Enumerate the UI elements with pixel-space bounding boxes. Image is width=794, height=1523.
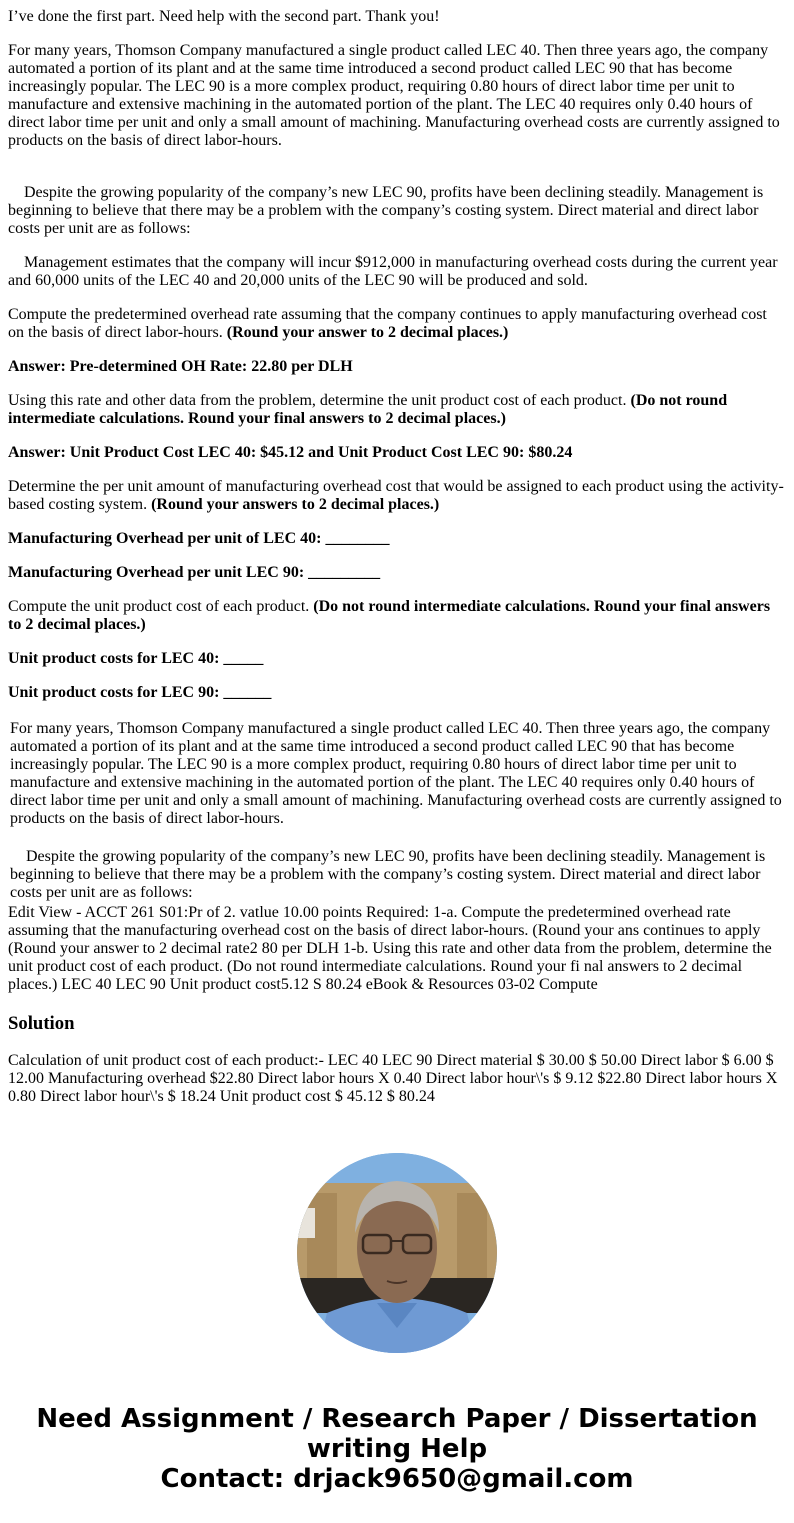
blank-overhead-lec40: Manufacturing Overhead per unit of LEC 40: ________ bbox=[8, 530, 390, 547]
question-1 bbox=[8, 306, 786, 342]
promo-banner bbox=[0, 1404, 794, 1494]
blank-overhead-lec90: Manufacturing Overhead per unit LEC 90: _________ bbox=[8, 564, 381, 581]
question-1-text: Compute the predetermined overhead rate assuming that the company continues to apply manufacturing overhead cost on the basis of direct labor-hours. bbox=[8, 306, 767, 341]
question-2-text: Using this rate and other data from the problem, determine the unit product cost of each product. bbox=[8, 392, 631, 409]
ocr-screenshot-text: Edit View - ACCT 261 S01:Pr of 2. vatlue 10.00 points Required: 1-a. Compute the predetermined overhead rate assuming that the manufacturing overhead cost on the basis of direct labor-hours. (Round your ans continues to apply (Round your answer to 2 decimal rate2 80 per DLH 1-b. Using this rate and other data from the problem, determine the unit product cost of each product. (Do not round intermediate calculations. Round your fi nal answers to 2 decimal places.) LEC 40 LEC 90 Unit product cost5.12 S 80.24 eBook & Resources 03-02 Compute bbox=[8, 904, 772, 993]
answer-1: Answer: Pre-determined OH Rate: 22.80 per DLH bbox=[8, 358, 353, 375]
question-3 bbox=[8, 478, 786, 514]
question-4 bbox=[8, 598, 786, 634]
solution-heading: Solution bbox=[8, 1013, 75, 1034]
question-3-note: (Round your answers to 2 decimal places.) bbox=[151, 496, 440, 513]
solution-body: Calculation of unit product cost of each product:- LEC 40 LEC 90 Direct material $ 30.00 $ 50.00 Direct labor $ 6.00 $ 12.00 Manufacturing overhead $22.80 Direct labor hours X 0.40 Direct labor hour\'s $ 9.12 $22.80 Direct labor hours X 0.80 Direct labor hour\'s $ 18.24 Unit product cost $ 45.12 $ 80.24 bbox=[8, 1052, 778, 1105]
problem-paragraph-3: Management estimates that the company will incur $912,000 in manufacturing overhead costs during the current year and 60,000 units of the LEC 40 and 20,000 units of the LEC 90 will be produced and sold. bbox=[8, 254, 778, 289]
question-2 bbox=[8, 392, 786, 428]
repeated-paragraph-1: For many years, Thomson Company manufactured a single product called LEC 40. Then three years ago, the company automated a portion of its plant and at the same time introduced a second product called LEC 90 that has become increasingly popular. The LEC 90 is a more complex product, requiring 0.80 hours of direct labor time per unit to manufacture and extensive machining in the automated portion of the plant. The LEC 40 requires only 0.40 hours of direct labor time per unit and only a small amount of machining. Manufacturing overhead costs are currently assigned to products on the basis of direct labor-hours. bbox=[10, 720, 782, 827]
question-4-note: (Do not round intermediate calculations. Round your final answers to 2 decimal places.) bbox=[8, 598, 771, 633]
promo-line-1: Need Assignment / Research Paper / Dissertation bbox=[36, 1404, 758, 1434]
repeated-paragraph-2: Despite the growing popularity of the company’s new LEC 90, profits have been declining steadily. Management is beginning to believe that there may be a problem with the company’s costing system. Direct material and direct labor costs per unit are as follows: bbox=[10, 848, 766, 901]
question-2-note: (Do not round intermediate calculations. Round your final answers to 2 decimal places.) bbox=[8, 392, 728, 427]
promo-line-2: writing Help bbox=[306, 1434, 488, 1464]
question-4-text: Compute the unit product cost of each product. bbox=[8, 598, 314, 615]
answer-2: Answer: Unit Product Cost LEC 40: $45.12 and Unit Product Cost LEC 90: $80.24 bbox=[8, 444, 573, 461]
problem-paragraph-1: For many years, Thomson Company manufactured a single product called LEC 40. Then three years ago, the company automated a portion of its plant and at the same time introduced a second product called LEC 90 that has become increasingly popular. The LEC 90 is a more complex product, requiring 0.80 hours of direct labor time per unit to manufacture and extensive machining in the automated portion of the plant. The LEC 40 requires only 0.40 hours of direct labor time per unit and only a small amount of machining. Manufacturing overhead costs are currently assigned to products on the basis of direct labor-hours. bbox=[8, 42, 780, 149]
blank-unit-cost-lec90: Unit product costs for LEC 90: ______ bbox=[8, 684, 272, 701]
problem-paragraph-2: Despite the growing popularity of the company’s new LEC 90, profits have been declining steadily. Management is beginning to believe that there may be a problem with the company’s costing system. Direct material and direct labor costs per unit are as follows: bbox=[8, 184, 764, 237]
author-photo-icon bbox=[297, 1153, 497, 1353]
question-3-text: Determine the per unit amount of manufacturing overhead cost that would be assigned to each product using the activity-based costing system. bbox=[8, 478, 784, 513]
author-avatar bbox=[297, 1153, 497, 1353]
intro-text: I’ve done the first part. Need help with the second part. Thank you! bbox=[8, 8, 440, 25]
promo-contact: Contact: drjack9650@gmail.com bbox=[160, 1464, 634, 1494]
blank-unit-cost-lec40: Unit product costs for LEC 40: _____ bbox=[8, 650, 264, 667]
question-1-note: (Round your answer to 2 decimal places.) bbox=[226, 324, 509, 341]
